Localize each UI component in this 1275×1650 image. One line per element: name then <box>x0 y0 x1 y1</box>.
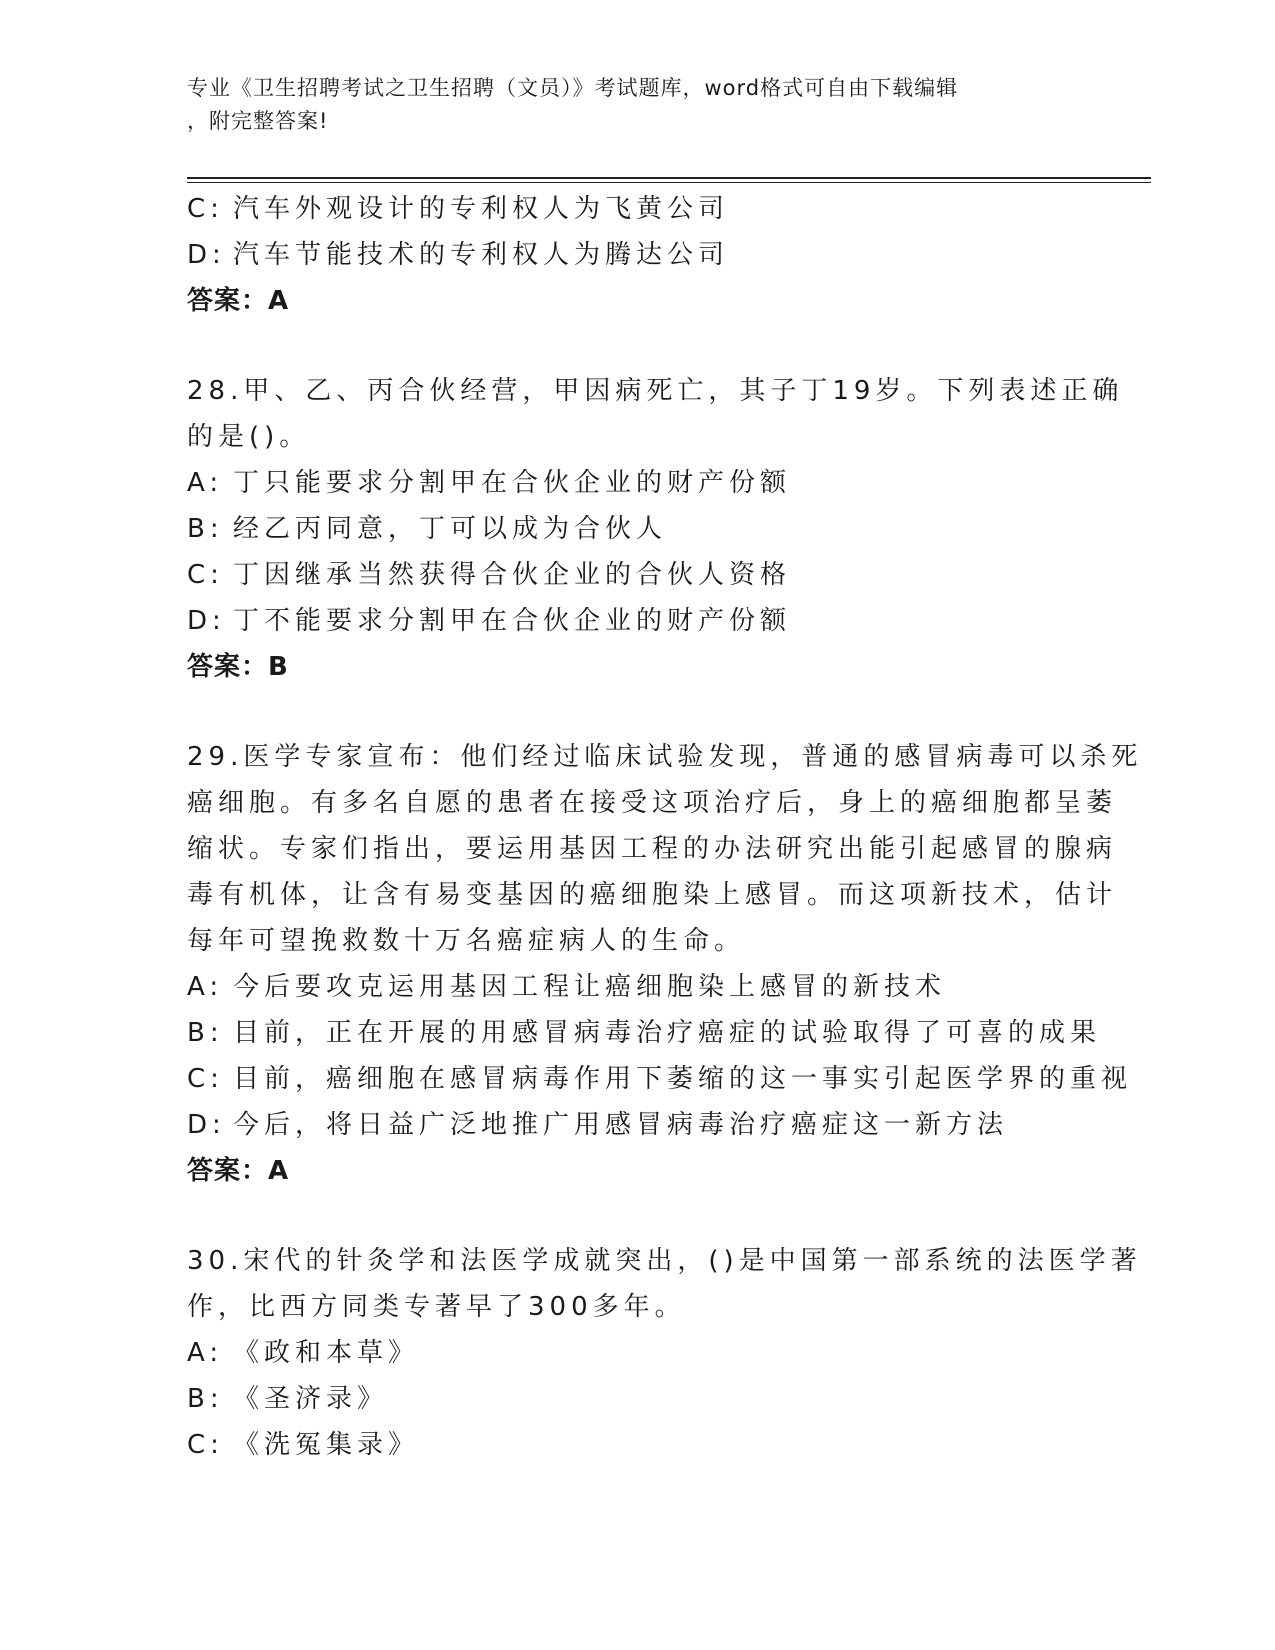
option-d <box>187 232 1087 278</box>
option-text: 汽车外观设计的专利权人为飞黄公司 <box>233 194 730 224</box>
option-d <box>187 1102 1087 1148</box>
question-stem: 作，比西方同类专著早了300多年。 <box>187 1292 686 1322</box>
option-text: 《圣济录》 <box>233 1384 389 1414</box>
option-text: 经乙丙同意，丁可以成为合伙人 <box>233 514 668 544</box>
option-c <box>187 1056 1133 1102</box>
question-stem: 毒有机体，让含有易变基因的癌细胞染上感冒。而这项新技术，估计 <box>187 880 1118 910</box>
option-a <box>187 1330 1087 1376</box>
option-label: D: <box>187 1110 226 1140</box>
option-a <box>187 460 1087 506</box>
option-c <box>187 1422 1087 1468</box>
question-28 <box>187 368 1124 690</box>
option-label: D: <box>187 240 226 270</box>
option-text: 目前，正在开展的用感冒病毒治疗癌症的试验取得了可喜的成果 <box>233 1018 1102 1048</box>
question-29 <box>187 734 1143 1194</box>
option-text: 今后，将日益广泛地推广用感冒病毒治疗癌症这一新方法 <box>233 1110 1009 1140</box>
answer-line: 答案：A <box>187 286 290 316</box>
option-c <box>187 186 1087 232</box>
answer-line: 答案：A <box>187 1156 290 1186</box>
option-text: 丁因继承当然获得合伙企业的合伙人资格 <box>233 560 792 590</box>
option-b <box>187 506 1087 552</box>
option-text: 汽车节能技术的专利权人为腾达公司 <box>233 240 730 270</box>
option-b <box>187 1376 1087 1422</box>
question-stem: 每年可望挽救数十万名癌症病人的生命。 <box>187 926 746 956</box>
option-label: B: <box>187 514 224 544</box>
header-divider <box>187 177 1151 183</box>
option-label: A: <box>187 468 224 498</box>
option-label: C: <box>187 194 224 224</box>
question-stem: 30.宋代的针灸学和法医学成就突出，()是中国第一部系统的法医学著 <box>187 1246 1142 1276</box>
option-text: 目前，癌细胞在感冒病毒作用下萎缩的这一事实引起医学界的重视 <box>233 1064 1133 1094</box>
question-stem: 28.甲、乙、丙合伙经营，甲因病死亡，其子丁19岁。下列表述正确 <box>187 376 1124 406</box>
option-label: D: <box>187 606 226 636</box>
question-stem: 29.医学专家宣布：他们经过临床试验发现，普通的感冒病毒可以杀死 <box>187 742 1143 772</box>
page-header <box>187 72 1067 138</box>
answer-line: 答案：B <box>187 652 289 682</box>
option-label: A: <box>187 972 224 1002</box>
option-text: 《洗冤集录》 <box>233 1430 420 1460</box>
option-label: C: <box>187 560 224 590</box>
option-c <box>187 552 1087 598</box>
option-label: B: <box>187 1018 224 1048</box>
option-d <box>187 598 1087 644</box>
question-stem: 癌细胞。有多名自愿的患者在接受这项治疗后，身上的癌细胞都呈萎 <box>187 788 1118 818</box>
header-line-1: 专业《卫生招聘考试之卫生招聘（文员）》考试题库，word格式可自由下载编辑 <box>187 76 959 100</box>
question-stem: 的是()。 <box>187 422 311 452</box>
option-label: B: <box>187 1384 224 1414</box>
option-b <box>187 1010 1102 1056</box>
option-label: C: <box>187 1064 224 1094</box>
question-stem: 缩状。专家们指出，要运用基因工程的办法研究出能引起感冒的腺病 <box>187 834 1118 864</box>
option-label: A: <box>187 1338 224 1368</box>
option-text: 《政和本草》 <box>233 1338 420 1368</box>
prev-question <box>187 186 1087 324</box>
question-30 <box>187 1238 1142 1468</box>
option-label: C: <box>187 1430 224 1460</box>
document-body <box>187 186 1143 1468</box>
option-text: 今后要攻克运用基因工程让癌细胞染上感冒的新技术 <box>233 972 947 1002</box>
header-line-2: ，附完整答案! <box>187 109 329 133</box>
option-text: 丁不能要求分割甲在合伙企业的财产份额 <box>233 606 792 636</box>
option-a <box>187 964 1087 1010</box>
option-text: 丁只能要求分割甲在合伙企业的财产份额 <box>233 468 792 498</box>
